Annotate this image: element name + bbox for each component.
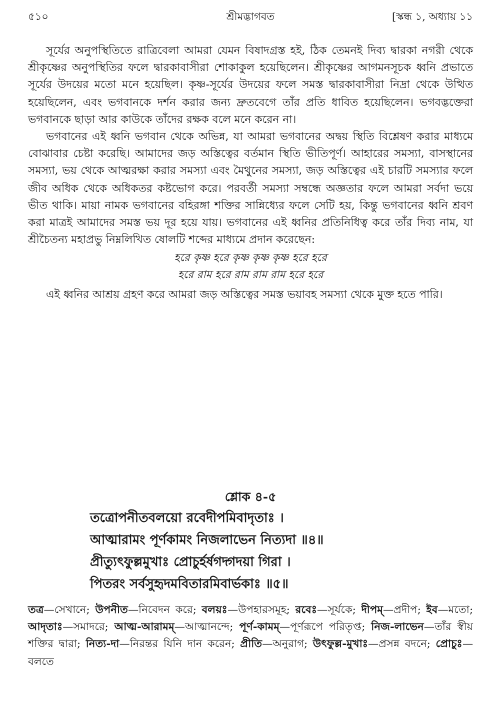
book-title: শ্রীমদ্ভাগবত <box>226 11 275 23</box>
synonym-entry: তত্র—সেখানে; <box>28 604 90 616</box>
verse-line-1: তত্রোপনীতবলয়ো রবেদীপমিবাদৃতাঃ । <box>90 511 284 526</box>
verse-line-4: পিতরং সর্বসুহৃদমবিতারমিবার্ভকাঃ ॥৫॥ <box>90 577 289 592</box>
mantra-line-2: হরে রাম হরে রাম রাম রাম হরে হরে <box>177 269 324 282</box>
synonym-entry: রবেঃ—সূর্যকে; <box>295 604 356 616</box>
synonym-entry: বলয়ঃ—উপহারসমূহ; <box>201 604 290 616</box>
synonym-entry: প্রীতি—অনুরাগ; <box>240 638 308 651</box>
paragraph-3: এই ধ্বনির আশ্রয় গ্রহণ করে আমরা জড় অস্তিত্বের সমস্ত ভয়াবহ সমস্যা থেকে মুক্ত হতে পারি। <box>46 288 443 302</box>
word-meanings <box>28 602 473 671</box>
synonym-entry: নিজ-লাভেন—তাঁর স্বীয় শক্তির দ্বারা; <box>28 621 474 651</box>
paragraph-2: ভগবানের এই ধ্বনি ভগবান থেকে অভিন্ন, যা আমরা ভগবানের অদ্বয় স্থিতি বিশ্লেষণ করার মাধ্যমে বোঝাবার চেষ্টা করেছি। আমাদের জড় অস্তিত্বের বর্তমান স্থিতি ভীতিপূর্ণ। আহারের সমস্যা, বাসস্থানের সমস্যা, ভয় থেকে আত্মরক্ষা করার সমস্যা এবং মৈথুনের সমস্যা, জড় অস্তিত্বের এই চারটি সমস্যার ফলে জীব অধিক থেকে অধিকতর কষ্টভোগ করে। পরবর্তী সমস্যা সম্বন্ধে অজ্ঞতার ফলে আমরা সর্বদা ভয়ে ভীত থাকি। মায়া নামক ভগবানের বহিরঙ্গা শক্তির সান্নিধ্যের ফলে সেটি হয়, কিন্তু ভগবানের ধ্বনি শ্রবণ করা মাত্রই আমাদের সমস্ত ভয় দূর হয়ে যায়। ভগবানের এই ধ্বনির প্রতিনিধিত্ব করে তাঁর দিব্য নাম, যা শ্রীচৈতন্য মহাপ্রভু নিম্নলিখিত ষোলটি শব্দের মাধ্যমে প্রদান করেছেন: <box>28 130 473 247</box>
synonym-entry: পূর্ণ-কামম্—পূর্ণরূপে পরিতৃপ্ত; <box>239 621 366 634</box>
chapter-reference: [স্কন্ধ ১, অধ্যায় ১১ <box>391 11 473 23</box>
maha-mantra <box>28 250 473 284</box>
synonym-entry: আদৃতাঃ—সমাদরে; <box>28 621 109 634</box>
synonym-entry: ইব—মতো; <box>426 604 474 616</box>
verse-line-2: আত্মারামং পূর্ণকামং নিজলাভেন নিত্যদা ॥৪॥ <box>90 533 324 548</box>
verse-line-3: প্রীত্যুৎফুল্লমুখাঃ প্রোচুর্হর্ষগদ্গদয়া গিরা । <box>90 555 291 570</box>
synonym-entry: প্রোচুঃ—বলতে <box>28 638 474 668</box>
verse-block <box>28 486 473 596</box>
purport-text <box>28 42 473 304</box>
page-header <box>28 10 473 28</box>
synonym-entry: নিত্য-দা—নিরন্তর যিনি দান করেন; <box>85 638 235 651</box>
synonym-entry: দীপম্—প্রদীপ; <box>361 604 421 616</box>
mantra-line-1: হরে কৃষ্ণ হরে কৃষ্ণ কৃষ্ণ কৃষ্ণ হরে হরে <box>174 252 327 265</box>
verse-title: শ্লোক ৪-৫ <box>224 489 277 504</box>
synonym-entry: আত্ম-আরামম্—আত্মানন্দে; <box>114 621 234 634</box>
synonym-entry: উপনীত—নিবেদন করে; <box>95 604 197 616</box>
synonym-entry: উৎফুল্ল-মুখাঃ—প্রসন্ন বদনে; <box>312 638 431 651</box>
page-number: ৫১০ <box>28 11 49 23</box>
paragraph-1: সূর্যের অনুপস্থিতিতে রাত্রিবেলা আমরা যেমন বিষাদগ্রস্ত হই, ঠিক তেমনই দিব্য দ্বারকা নগরী থেকে শ্রীকৃষ্ণের অনুপস্থিতির ফলে দ্বারকাবাসীরা শোকাকুল হয়েছিলেন। শ্রীকৃষ্ণের আগমনসূচক ধ্বনি প্রভাতে সূর্যের উদয়ের মতো মনে হয়েছিল। কৃষ্ণ-সূর্যের উদয়ের ফলে সমস্ত দ্বারকাবাসীরা নিদ্রা থেকে উত্থিত হয়েছিলেন, এবং ভগবানকে দর্শন করার জন্য দ্রুতবেগে তাঁর প্রতি ধাবিত হয়েছিলেন। ভগবদ্ভক্তেরা ভগবানকে ছাড়া আর কাউকে তাঁদের রক্ষক বলে মনে করেন না। <box>28 44 473 126</box>
